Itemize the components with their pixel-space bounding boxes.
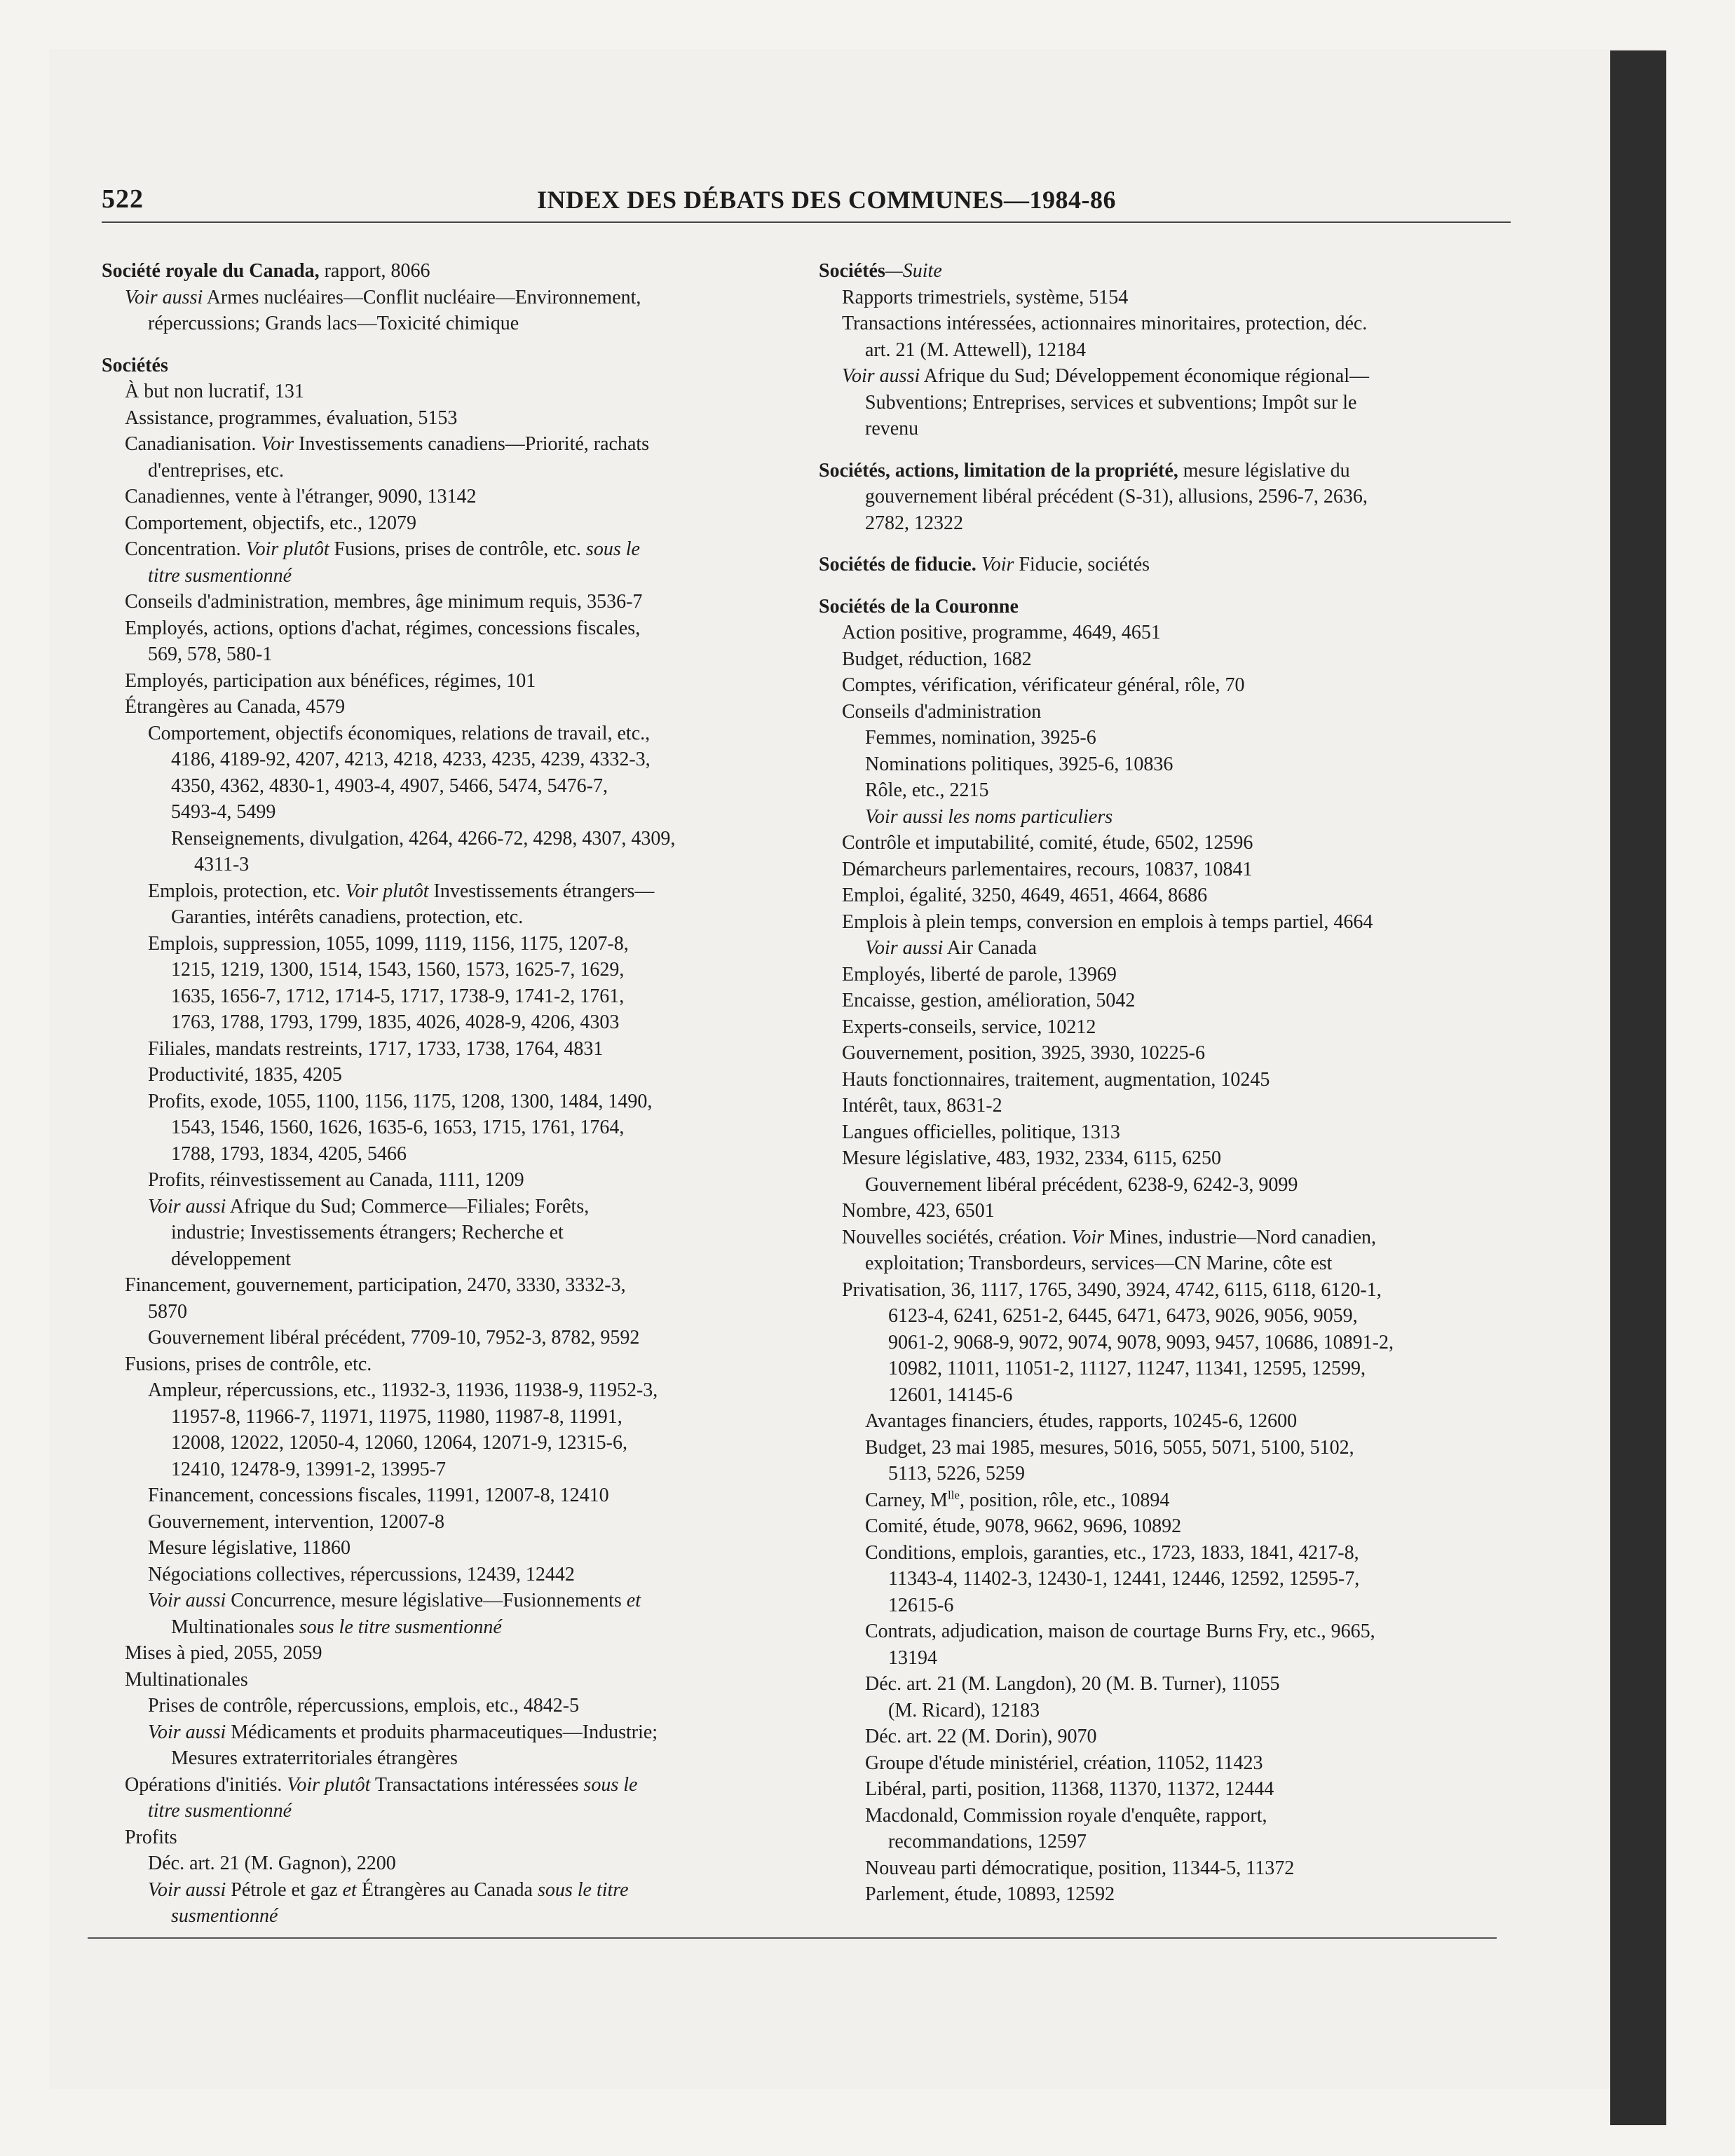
index-line bbox=[819, 1093, 1527, 1119]
index-line bbox=[819, 363, 1527, 390]
index-line bbox=[819, 311, 1527, 337]
index-line bbox=[102, 311, 803, 337]
index-line bbox=[102, 1456, 803, 1483]
index-text: Concurrence, mesure législative—Fusionnements bbox=[226, 1590, 627, 1611]
index-line bbox=[102, 1351, 803, 1378]
index-line bbox=[819, 830, 1527, 857]
index-line bbox=[819, 285, 1527, 311]
index-text: Négociations collectives, répercussions, 12439, 12442 bbox=[148, 1563, 575, 1585]
index-line bbox=[819, 909, 1527, 936]
index-line bbox=[102, 1325, 803, 1351]
index-line bbox=[819, 1014, 1527, 1041]
index-line bbox=[819, 1408, 1527, 1435]
index-heading: Sociétés de la Couronne bbox=[819, 595, 1019, 618]
index-text bbox=[977, 554, 981, 575]
index-heading: Sociétés de fiducie. bbox=[819, 554, 977, 575]
index-line bbox=[819, 1829, 1527, 1855]
index-italic-text: Voir bbox=[1071, 1226, 1105, 1248]
index-line bbox=[819, 1671, 1527, 1698]
index-text: Avantages financiers, études, rapports, 10245-6, 12600 bbox=[865, 1410, 1298, 1432]
index-line bbox=[819, 1382, 1527, 1409]
index-text: Gouvernement, position, 3925, 3930, 10225-6 bbox=[842, 1042, 1205, 1064]
index-line bbox=[102, 721, 803, 747]
index-text: Emploi, égalité, 3250, 4649, 4651, 4664, 8686 bbox=[842, 885, 1208, 906]
index-text: Étrangères au Canada bbox=[356, 1878, 538, 1901]
index-text: 9061-2, 9068-9, 9072, 9074, 9078, 9093, 9457, 10686, 10891-2, bbox=[888, 1331, 1394, 1353]
index-heading: Sociétés, actions, limitation de la propriété, bbox=[819, 459, 1178, 482]
index-line bbox=[102, 799, 803, 826]
index-line bbox=[819, 1356, 1527, 1382]
index-text: rapport, 8066 bbox=[319, 260, 430, 282]
index-line bbox=[102, 773, 803, 800]
index-text: 569, 578, 580-1 bbox=[148, 643, 273, 665]
index-line bbox=[819, 882, 1527, 909]
index-line bbox=[819, 484, 1527, 510]
index-line bbox=[102, 1877, 803, 1904]
index-line bbox=[102, 1614, 803, 1641]
index-text: Fiducie, sociétés bbox=[1014, 554, 1150, 575]
index-line bbox=[819, 337, 1527, 364]
index-text: Contrôle et imputabilité, comité, étude, 6502, 12596 bbox=[842, 832, 1253, 854]
index-column-left bbox=[102, 258, 803, 1930]
index-text: Parlement, étude, 10893, 12592 bbox=[865, 1883, 1115, 1905]
index-text: Nombre, 423, 6501 bbox=[842, 1200, 995, 1222]
index-italic-text: Voir aussi bbox=[148, 1721, 226, 1743]
index-text: répercussions; Grands lacs—Toxicité chimique bbox=[148, 313, 519, 334]
index-line bbox=[102, 1850, 803, 1877]
page-header bbox=[102, 184, 1523, 219]
index-text: Comportement, objectifs économiques, relations de travail, etc., bbox=[148, 722, 651, 744]
index-italic-text: Voir plutôt bbox=[287, 1773, 371, 1796]
index-text: Contrats, adjudication, maison de courtage Burns Fry, etc., 9665, bbox=[865, 1621, 1375, 1642]
index-italic-text: sous le bbox=[585, 538, 640, 560]
index-text: Pétrole et gaz bbox=[226, 1878, 343, 1901]
index-line bbox=[102, 1299, 803, 1325]
index-text: 1763, 1788, 1793, 1799, 1835, 4026, 4028-9, 4206, 4303 bbox=[171, 1011, 620, 1033]
page-number: 522 bbox=[102, 184, 144, 214]
index-text: Gouvernement libéral précédent, 6238-9, 6242-3, 9099 bbox=[865, 1173, 1298, 1196]
index-line bbox=[102, 1509, 803, 1536]
index-column-right bbox=[819, 258, 1527, 1908]
index-line bbox=[819, 1172, 1527, 1199]
index-text: lle bbox=[947, 1488, 960, 1502]
index-line bbox=[819, 646, 1527, 673]
index-text: Assistance, programmes, évaluation, 5153 bbox=[125, 407, 458, 429]
index-italic-text: sous le titre susmentionné bbox=[299, 1616, 502, 1638]
index-italic-text: et bbox=[626, 1590, 641, 1611]
index-text: art. 21 (M. Attewell), 12184 bbox=[865, 339, 1086, 361]
index-text: Armes nucléaires—Conflit nucléaire—Environnement, bbox=[203, 286, 641, 308]
index-line bbox=[819, 1776, 1527, 1803]
index-text: revenu bbox=[865, 418, 919, 439]
index-text: Ampleur, répercussions, etc., 11932-3, 11936, 11938-9, 11952-3, bbox=[148, 1379, 658, 1401]
index-text: 1788, 1793, 1834, 4205, 5466 bbox=[171, 1142, 407, 1165]
index-text: Employés, actions, options d'achat, régimes, concessions fiscales, bbox=[125, 617, 641, 639]
index-line bbox=[102, 1114, 803, 1141]
index-line bbox=[102, 458, 803, 484]
index-line bbox=[102, 563, 803, 589]
index-text: 5113, 5226, 5259 bbox=[888, 1463, 1025, 1485]
index-line bbox=[819, 1855, 1527, 1882]
index-line bbox=[819, 1461, 1527, 1487]
index-text: 4350, 4362, 4830-1, 4903-4, 4907, 5466, 5474, 5476-7, bbox=[171, 775, 608, 797]
index-line bbox=[102, 1272, 803, 1299]
index-text: Mesure législative, 11860 bbox=[148, 1537, 351, 1559]
index-text: Renseignements, divulgation, 4264, 4266-72, 4298, 4307, 4309, bbox=[171, 827, 676, 850]
index-line bbox=[819, 390, 1527, 416]
index-text: Profits, réinvestissement au Canada, 1111, 1209 bbox=[148, 1169, 524, 1191]
index-line bbox=[102, 258, 803, 285]
index-line bbox=[102, 1404, 803, 1431]
index-text: Femmes, nomination, 3925-6 bbox=[865, 727, 1096, 749]
index-text: 1543, 1546, 1560, 1626, 1635-6, 1653, 1715, 1761, 1764, bbox=[171, 1117, 625, 1138]
index-italic-text: Voir plutôt bbox=[245, 538, 329, 560]
entry-gap bbox=[819, 442, 1527, 458]
index-text: Nouveau parti démocratique, position, 11344-5, 11372 bbox=[865, 1857, 1295, 1879]
index-text: Démarcheurs parlementaires, recours, 10837, 10841 bbox=[842, 858, 1253, 880]
index-line bbox=[819, 1566, 1527, 1592]
index-text: 6123-4, 6241, 6251-2, 6445, 6471, 6473, 9026, 9056, 9059, bbox=[888, 1305, 1358, 1327]
index-text: Étrangères au Canada, 4579 bbox=[125, 696, 346, 718]
index-line bbox=[102, 1640, 803, 1667]
index-text: , position, rôle, etc., 10894 bbox=[959, 1489, 1170, 1511]
index-text: Concentration. bbox=[125, 538, 246, 560]
index-text: Filiales, mandats restreints, 1717, 1733, 1738, 1764, 4831 bbox=[148, 1037, 604, 1060]
index-line bbox=[102, 826, 803, 852]
index-text: Emplois, suppression, 1055, 1099, 1119, 1156, 1175, 1207-8, bbox=[148, 932, 629, 955]
index-line bbox=[819, 258, 1527, 285]
index-line bbox=[102, 353, 803, 379]
index-italic-text: Voir aussi bbox=[865, 937, 944, 959]
index-text: Comité, étude, 9078, 9662, 9696, 10892 bbox=[865, 1515, 1182, 1537]
index-italic-text: Voir plutôt bbox=[345, 880, 429, 902]
index-line bbox=[102, 510, 803, 537]
index-text: 12615-6 bbox=[888, 1594, 954, 1616]
index-text: Transactions intéressées, actionnaires minoritaires, protection, déc. bbox=[842, 313, 1368, 334]
index-italic-text: et bbox=[342, 1878, 357, 1901]
index-text: 2782, 12322 bbox=[865, 512, 963, 534]
index-line bbox=[819, 1040, 1527, 1067]
index-line bbox=[819, 1067, 1527, 1093]
index-text: 5493-4, 5499 bbox=[171, 801, 276, 823]
index-text: Emplois à plein temps, conversion en emplois à temps partiel, 4664 bbox=[842, 910, 1373, 933]
index-text: développement bbox=[171, 1248, 292, 1270]
index-line bbox=[102, 405, 803, 432]
index-italic-text: sous le bbox=[583, 1773, 638, 1796]
index-text: Nominations politiques, 3925-6, 10836 bbox=[865, 753, 1173, 775]
index-italic-text: Voir aussi bbox=[842, 365, 920, 387]
index-text: mesure législative du bbox=[1178, 459, 1350, 482]
index-text: Hauts fonctionnaires, traitement, augmentation, 10245 bbox=[842, 1068, 1270, 1091]
index-line bbox=[102, 694, 803, 721]
index-text: exploitation; Transbordeurs, services—CN Marine, côte est bbox=[865, 1253, 1333, 1274]
index-text: Experts-conseils, service, 10212 bbox=[842, 1016, 1096, 1038]
index-text: Langues officielles, politique, 1313 bbox=[842, 1121, 1120, 1143]
index-line bbox=[102, 1772, 803, 1799]
index-heading: Société royale du Canada, bbox=[102, 260, 320, 282]
index-line bbox=[102, 1588, 803, 1614]
index-text: Conseils d'administration bbox=[842, 700, 1042, 723]
index-text: Budget, réduction, 1682 bbox=[842, 648, 1032, 670]
index-line bbox=[819, 962, 1527, 988]
index-text: industrie; Investissements étrangers; Recherche et bbox=[171, 1222, 564, 1243]
index-line bbox=[102, 1036, 803, 1063]
entry-gap bbox=[819, 536, 1527, 552]
index-text: d'entreprises, etc. bbox=[148, 459, 284, 482]
index-text: Transactations intéressées bbox=[370, 1773, 584, 1796]
index-line bbox=[102, 983, 803, 1010]
index-text: Mesures extraterritoriales étrangères bbox=[171, 1747, 458, 1769]
index-line bbox=[102, 1824, 803, 1851]
index-line bbox=[102, 1903, 803, 1930]
index-text: 11957-8, 11966-7, 11971, 11975, 11980, 11987-8, 11991, bbox=[171, 1405, 622, 1428]
index-italic-text: Voir bbox=[261, 433, 294, 455]
index-text: Prises de contrôle, répercussions, emplois, etc., 4842-5 bbox=[148, 1695, 580, 1717]
index-text: Productivité, 1835, 4205 bbox=[148, 1064, 342, 1086]
index-line bbox=[102, 484, 803, 510]
index-italic-text: —Suite bbox=[885, 260, 942, 282]
index-italic-text: titre susmentionné bbox=[148, 1800, 292, 1822]
index-text: Air Canada bbox=[943, 937, 1037, 959]
index-line bbox=[819, 552, 1527, 578]
index-text: Action positive, programme, 4649, 4651 bbox=[842, 622, 1161, 643]
index-line bbox=[819, 988, 1527, 1014]
index-line bbox=[102, 1194, 803, 1220]
index-line bbox=[819, 1145, 1527, 1172]
index-text: 4186, 4189-92, 4207, 4213, 4218, 4233, 4235, 4239, 4332-3, bbox=[171, 749, 651, 770]
index-line bbox=[102, 1089, 803, 1115]
index-line bbox=[819, 751, 1527, 778]
index-line bbox=[102, 1719, 803, 1746]
index-line bbox=[102, 1009, 803, 1036]
index-italic-text: Voir bbox=[981, 554, 1014, 575]
index-text: Afrique du Sud; Développement économique régional— bbox=[920, 365, 1369, 387]
index-line bbox=[819, 1540, 1527, 1567]
entry-gap bbox=[102, 337, 803, 353]
index-italic-text: titre susmentionné bbox=[148, 564, 292, 587]
index-text: Libéral, parti, position, 11368, 11370, 11372, 12444 bbox=[865, 1778, 1274, 1800]
footer-rule bbox=[88, 1937, 1497, 1939]
index-line bbox=[819, 804, 1527, 831]
index-text: Déc. art. 21 (M. Langdon), 20 (M. B. Turner), 11055 bbox=[865, 1673, 1280, 1695]
index-text: Mesure législative, 483, 1932, 2334, 6115, 6250 bbox=[842, 1147, 1222, 1169]
index-italic-text: Voir aussi bbox=[148, 1590, 226, 1611]
index-line bbox=[819, 725, 1527, 751]
index-text: Canadianisation. bbox=[125, 433, 261, 455]
index-line bbox=[819, 935, 1527, 962]
index-text: Investissements étrangers— bbox=[428, 880, 655, 902]
index-text: Fusions, prises de contrôle, etc. bbox=[329, 538, 586, 560]
index-text: Groupe d'étude ministériel, création, 11052, 11423 bbox=[865, 1752, 1263, 1774]
index-line bbox=[102, 1482, 803, 1509]
index-text: 12601, 14145-6 bbox=[888, 1384, 1013, 1406]
index-line bbox=[819, 1592, 1527, 1619]
entry-gap bbox=[819, 578, 1527, 594]
index-line bbox=[102, 1667, 803, 1693]
index-text: Budget, 23 mai 1985, mesures, 5016, 5055, 5071, 5100, 5102, bbox=[865, 1436, 1354, 1459]
index-italic-text: sous le titre bbox=[537, 1878, 629, 1901]
index-line bbox=[819, 672, 1527, 699]
index-text: Intérêt, taux, 8631-2 bbox=[842, 1095, 1002, 1117]
index-text: Gouvernement libéral précédent, 7709-10, 7952-3, 8782, 9592 bbox=[148, 1327, 640, 1349]
index-line bbox=[102, 746, 803, 773]
index-text: Employés, participation aux bénéfices, régimes, 101 bbox=[125, 669, 536, 692]
index-line bbox=[102, 1693, 803, 1719]
index-text: 12410, 12478-9, 13991-2, 13995-7 bbox=[171, 1458, 446, 1480]
index-text: Déc. art. 21 (M. Gagnon), 2200 bbox=[148, 1853, 396, 1874]
index-text: Mines, industrie—Nord canadien, bbox=[1104, 1226, 1377, 1248]
index-italic-text: Voir aussi bbox=[148, 1878, 226, 1901]
index-line bbox=[102, 1141, 803, 1168]
index-text: Médicaments et produits pharmaceutiques—Industrie; bbox=[226, 1721, 658, 1743]
running-title: INDEX DES DÉBATS DES COMMUNES—1984-86 bbox=[537, 186, 1116, 214]
index-line bbox=[102, 1430, 803, 1456]
index-text: 11343-4, 11402-3, 12430-1, 12441, 12446, 12592, 12595-7, bbox=[888, 1568, 1360, 1590]
index-text: À but non lucratif, 131 bbox=[125, 381, 304, 402]
index-line bbox=[819, 1250, 1527, 1277]
index-line bbox=[819, 1330, 1527, 1356]
index-line bbox=[102, 1798, 803, 1824]
index-line bbox=[819, 1803, 1527, 1829]
index-text: Encaisse, gestion, amélioration, 5042 bbox=[842, 990, 1136, 1011]
index-line bbox=[819, 699, 1527, 725]
index-text: 5870 bbox=[148, 1300, 187, 1323]
index-text: Macdonald, Commission royale d'enquête, rapport, bbox=[865, 1804, 1267, 1827]
index-text: (M. Ricard), 12183 bbox=[888, 1699, 1040, 1721]
index-text: Financement, gouvernement, participation, 2470, 3330, 3332-3, bbox=[125, 1274, 626, 1296]
index-line bbox=[102, 1062, 803, 1089]
index-heading: Sociétés bbox=[102, 354, 168, 376]
index-italic-text: susmentionné bbox=[171, 1905, 278, 1927]
index-text: Investissements canadiens—Priorité, rachats bbox=[294, 433, 650, 455]
index-text: Subventions; Entreprises, services et subventions; Impôt sur le bbox=[865, 391, 1357, 414]
index-italic-text: Voir aussi bbox=[125, 286, 203, 308]
header-rule bbox=[102, 221, 1511, 223]
index-line bbox=[819, 1724, 1527, 1750]
index-line bbox=[102, 957, 803, 983]
scan-edge bbox=[1610, 50, 1666, 2125]
index-text: Employés, liberté de parole, 13969 bbox=[842, 963, 1117, 985]
index-text: 13194 bbox=[888, 1646, 937, 1669]
index-line bbox=[819, 1435, 1527, 1461]
index-line bbox=[819, 1487, 1527, 1514]
index-line bbox=[102, 904, 803, 931]
index-line bbox=[819, 1198, 1527, 1224]
index-line bbox=[102, 431, 803, 458]
index-line bbox=[819, 1618, 1527, 1645]
index-line bbox=[819, 1119, 1527, 1146]
index-line bbox=[819, 1645, 1527, 1672]
index-line bbox=[102, 615, 803, 642]
index-line bbox=[102, 378, 803, 405]
index-text: 10982, 11011, 11051-2, 11127, 11247, 11341, 12595, 12599, bbox=[888, 1358, 1366, 1379]
index-line bbox=[102, 536, 803, 563]
index-text: Profits bbox=[125, 1826, 177, 1848]
index-text: Profits, exode, 1055, 1100, 1156, 1175, 1208, 1300, 1484, 1490, bbox=[148, 1090, 653, 1112]
index-text: Emplois, protection, etc. bbox=[148, 880, 346, 902]
index-line bbox=[102, 589, 803, 615]
index-line bbox=[819, 777, 1527, 804]
index-line bbox=[819, 1750, 1527, 1777]
index-text: Fusions, prises de contrôle, etc. bbox=[125, 1353, 372, 1375]
index-text: gouvernement libéral précédent (S-31), allusions, 2596-7, 2636, bbox=[865, 486, 1368, 507]
index-italic-text: Voir aussi bbox=[148, 1195, 226, 1217]
index-line bbox=[819, 416, 1527, 442]
index-text: Déc. art. 22 (M. Dorin), 9070 bbox=[865, 1726, 1097, 1747]
index-text: Carney, M bbox=[865, 1489, 948, 1511]
index-text: Financement, concessions fiscales, 11991, 12007-8, 12410 bbox=[148, 1485, 609, 1506]
index-line bbox=[102, 1562, 803, 1588]
index-text: Opérations d'initiés. bbox=[125, 1773, 287, 1796]
index-text: Canadiennes, vente à l'étranger, 9090, 13142 bbox=[125, 486, 477, 507]
index-line bbox=[819, 458, 1527, 484]
index-line bbox=[102, 1246, 803, 1273]
index-line bbox=[819, 1277, 1527, 1304]
index-line bbox=[819, 1224, 1527, 1251]
index-text: Afrique du Sud; Commerce—Filiales; Forêts, bbox=[226, 1195, 590, 1217]
index-text: 12008, 12022, 12050-4, 12060, 12064, 12071-9, 12315-6, bbox=[171, 1432, 627, 1454]
index-line bbox=[819, 1513, 1527, 1540]
index-line bbox=[102, 1745, 803, 1772]
index-line bbox=[819, 1698, 1527, 1724]
index-text: 1635, 1656-7, 1712, 1714-5, 1717, 1738-9, 1741-2, 1761, bbox=[171, 985, 625, 1007]
index-line bbox=[102, 1167, 803, 1194]
index-line bbox=[819, 594, 1527, 620]
index-text: Multinationales bbox=[125, 1668, 248, 1691]
index-line bbox=[819, 1303, 1527, 1330]
index-line bbox=[102, 878, 803, 905]
index-line bbox=[819, 620, 1527, 646]
index-text: 1215, 1219, 1300, 1514, 1543, 1560, 1573, 1625-7, 1629, bbox=[171, 959, 625, 981]
index-text: Conditions, emplois, garanties, etc., 1723, 1833, 1841, 4217-8, bbox=[865, 1541, 1359, 1564]
index-text: Rôle, etc., 2215 bbox=[865, 779, 989, 801]
index-text: Conseils d'administration, membres, âge minimum requis, 3536-7 bbox=[125, 591, 643, 613]
index-text: Nouvelles sociétés, création. bbox=[842, 1226, 1072, 1248]
index-text: recommandations, 12597 bbox=[888, 1831, 1087, 1853]
index-line bbox=[819, 510, 1527, 537]
index-line bbox=[819, 857, 1527, 883]
index-text: Rapports trimestriels, système, 5154 bbox=[842, 286, 1129, 308]
index-line bbox=[102, 1377, 803, 1404]
index-text: Garanties, intérêts canadiens, protection, etc. bbox=[171, 906, 524, 928]
index-text: Multinationales bbox=[171, 1616, 299, 1638]
index-text: 4311-3 bbox=[194, 854, 250, 875]
index-line bbox=[102, 1535, 803, 1562]
index-line bbox=[102, 668, 803, 695]
index-text: Gouvernement, intervention, 12007-8 bbox=[148, 1510, 445, 1533]
index-italic-text: Voir aussi les noms particuliers bbox=[865, 805, 1113, 828]
index-line bbox=[102, 641, 803, 668]
index-heading: Sociétés bbox=[819, 260, 885, 282]
index-text: Comportement, objectifs, etc., 12079 bbox=[125, 512, 417, 534]
index-text: Comptes, vérification, vérificateur général, rôle, 70 bbox=[842, 674, 1245, 696]
index-line bbox=[819, 1881, 1527, 1908]
index-line bbox=[102, 285, 803, 311]
index-line bbox=[102, 852, 803, 878]
index-text: Privatisation, 36, 1117, 1765, 3490, 3924, 4742, 6115, 6118, 6120-1, bbox=[842, 1278, 1382, 1301]
index-text: Mises à pied, 2055, 2059 bbox=[125, 1642, 322, 1664]
index-line bbox=[102, 931, 803, 957]
index-line bbox=[102, 1220, 803, 1246]
